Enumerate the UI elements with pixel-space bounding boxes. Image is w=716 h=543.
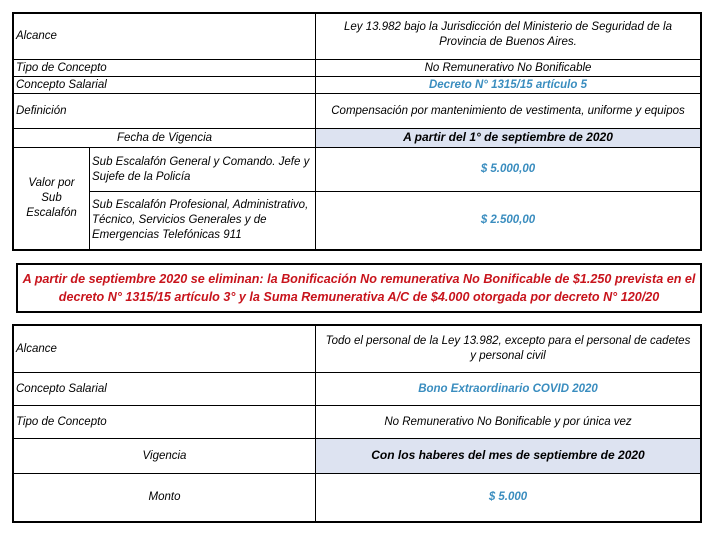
definicion-value: Compensación por mantenimiento de vestimenta, uniforme y equipos xyxy=(316,94,700,129)
concepto-salarial-value-2: Bono Extraordinario COVID 2020 xyxy=(316,373,700,406)
vigencia-value: Con los haberes del mes de septiembre de 2020 xyxy=(316,439,700,474)
sub-escalafon-general-value: $ 5.000,00 xyxy=(316,148,700,192)
definicion-label: Definición xyxy=(14,94,316,129)
sub-escalafon-profesional-value: $ 2.500,00 xyxy=(480,214,536,227)
monto-label: Monto xyxy=(14,474,316,521)
vigencia-label: Vigencia xyxy=(14,439,316,474)
eliminacion-notice: A partir de septiembre 2020 se eliminan: la Bonificación No remunerativa No Bonificable de $1.250 prevista en el decreto N° 1315/15 artículo 3° y la Suma Remunerativa A/C de $4.000 otorgada por decreto N° 120/20 xyxy=(16,263,702,313)
sub-escalafon-profesional-label: Sub Escalafón Profesional, Administrativo, Técnico, Servicios Generales y de Emergencias Telefónicas 911 xyxy=(90,192,316,249)
concepto-salarial-label-2: Concepto Salarial xyxy=(14,373,316,406)
alcance-label-2: Alcance xyxy=(14,326,316,373)
tipo-concepto-label-2: Tipo de Concepto xyxy=(14,406,316,439)
valor-sub-escalafon-label: Valor por Sub Escalafón xyxy=(14,148,90,249)
alcance-value: Ley 13.982 bajo la Jurisdicción del Ministerio de Seguridad de la Provincia de Buenos Aires. xyxy=(316,14,700,60)
alcance-label: Alcance xyxy=(14,14,316,60)
sub-escalafon-general-label: Sub Escalafón General y Comando. Jefe y Sujefe de la Policía xyxy=(90,148,316,192)
concepto-salarial-label: Concepto Salarial xyxy=(14,77,316,94)
tipo-concepto-value-2: No Remunerativo No Bonificable y por única vez xyxy=(316,406,700,439)
table-concepto-vestimenta xyxy=(12,12,702,251)
tipo-concepto-value: No Remunerativo No Bonificable xyxy=(316,60,700,77)
concepto-salarial-value: Decreto N° 1315/15 artículo 5 xyxy=(316,77,700,94)
monto-value: $ 5.000 xyxy=(488,491,528,504)
fecha-vigencia-label: Fecha de Vigencia xyxy=(14,129,316,148)
table-bono-covid xyxy=(12,324,702,523)
alcance-value-2: Todo el personal de la Ley 13.982, excepto para el personal de cadetes y personal civil xyxy=(316,326,700,373)
tipo-concepto-label: Tipo de Concepto xyxy=(14,60,316,77)
fecha-vigencia-value: A partir del 1° de septiembre de 2020 xyxy=(316,129,700,148)
